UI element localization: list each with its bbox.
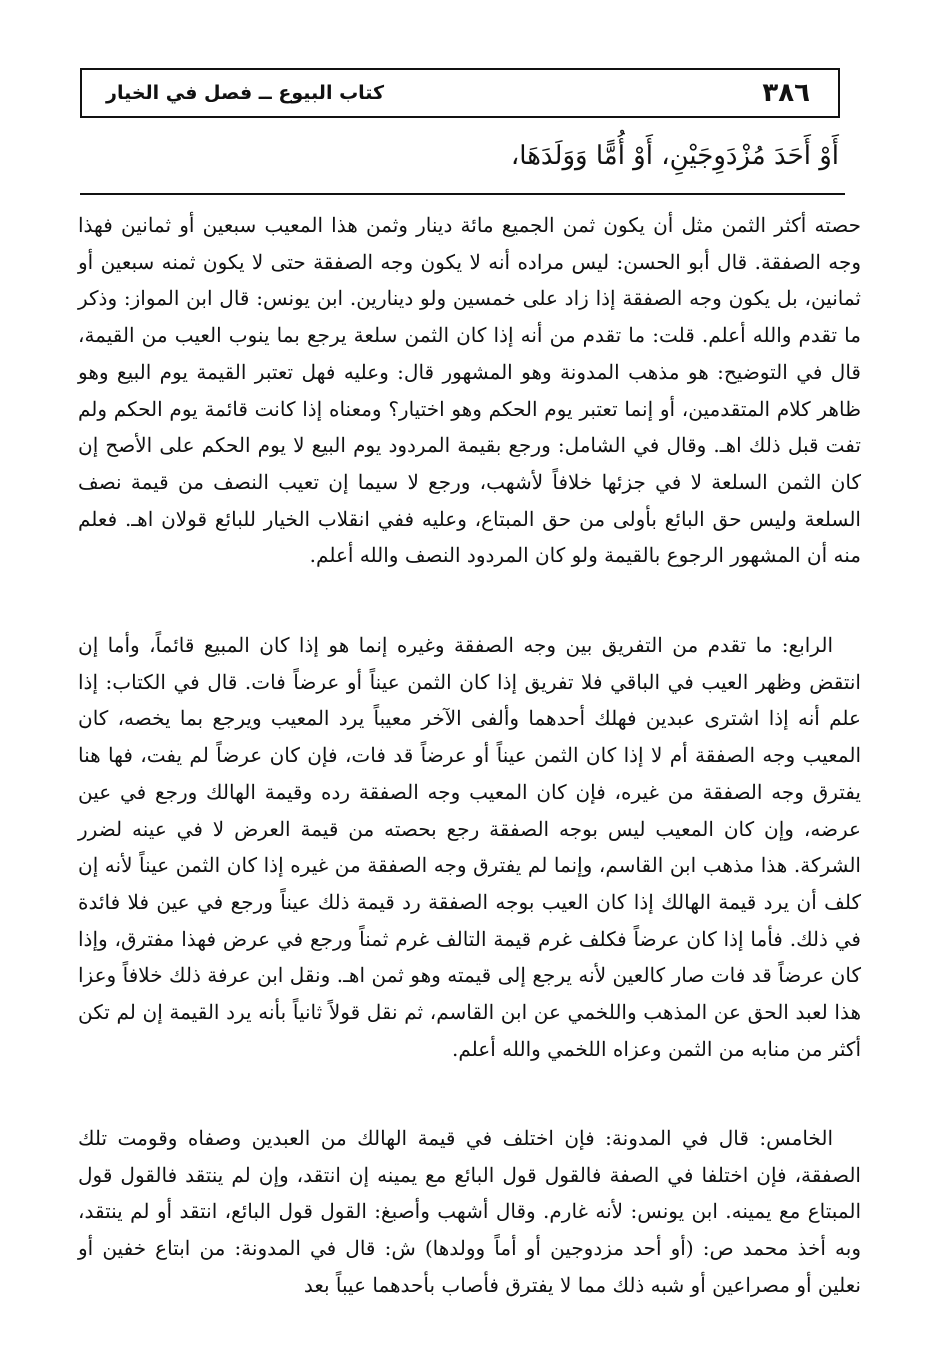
paragraph-text: حصته أكثر الثمن مثل أن يكون ثمن الجميع مائة دينار وثمن هذا المعيب سبعين أو ثمانين فهذا وجه الصفقة. قال أبو الحسن: ليس مراده أنه لا يكون وجه الصفقة حتى لا يكون ثمنه سبعين أو ثمانين، بل يكون وجه الصفقة إذا زاد على خمسين ولو دينارين. ابن يونس: قال ابن المواز: وذكر ما تقدم والله أعلم. قلت: ما تقدم من أنه إذا كان الثمن سلعة يرجع بما ينوب العيب من القيمة، قال في التوضيح: هو مذهب المدونة وهو المشهور قال: وعليه فهل تعتبر القيمة يوم البيع وهو ظاهر كلام المتقدمين، أو إنما تعتبر يوم الحكم وهو اختيار؟ ومعناه إذا كانت قائمة يوم الحكم ولم تفت قبل ذلك اهـ. وقال في الشامل: ورجع بقيمة المردود يوم البيع لا يوم الحكم على الأصح إن كان الثمن السلعة لا في جزئها خلافاً لأشهب، ورجع لا سيما إن تعيب النصف من قيمة نصف السلعة وليس حق البائع بأولى من حق المبتاع، وعليه ففي انقلاب الخيار للبائع قولان اهـ. فعلم منه أن المشهور الرجوع بالقيمة ولو كان المردود النصف والله أعلم.	[78, 213, 861, 568]
commentary-paragraph-1	[78, 207, 861, 574]
paragraph-text: الخامس: قال في المدونة: فإن اختلف في قيمة الهالك من العبدين وصفاه وقومت تلك الصفقة، فإن اختلفا في الصفة فالقول قول البائع مع يمينه إن انتقد، وإن لم ينتقد فالقول قول المبتاع مع يمينه. ابن يونس: لأنه غارم. وقال أشهب وأصبغ: القول قول البائع، انتقد أو لم ينتقد، وبه أخذ محمد ص: (أو أحد مزدوجين أو أماً وولدها) ش: قال في المدونة: من ابتاع خفين أو نعلين أو مصراعين أو شبه ذلك مما لا يفترق فأصاب بأحدهما عيباً بعد	[78, 1126, 861, 1297]
running-header	[80, 68, 840, 118]
commentary-paragraph-3	[78, 1120, 861, 1304]
paragraph-text: الرابع: ما تقدم من التفريق بين وجه الصفقة وغيره إنما هو إذا كان المبيع قائماً، وأما إن انتقض وظهر العيب في الباقي فلا تفريق إذا كان الثمن عيناً أو عرضاً فات. قال في الكتاب: إذا علم أنه إذا اشترى عبدين فهلك أحدهما وألفى الآخر معيباً يرد المعيب ويرجع بما يخصه، كان المعيب وجه الصفقة أم لا إذا كان الثمن عيناً أو عرضاً قد فات، فإن كان عرضاً لم يفت، فها هنا يفترق وجه الصفقة من غيره، فإن كان المعيب وجه الصفقة رده وقيمة الهالك ورجع في عين عرضه، وإن كان المعيب ليس بوجه الصفقة رجع بحصته من قيمة العرض لا في عينه لضرر الشركة. هذا مذهب ابن القاسم، وإنما لم يفترق وجه الصفقة من غيره إذا كان الثمن عيناً لأنه إن كلف أن يرد قيمة الهالك إذا كان العيب بوجه الصفقة رد قيمة ذلك عيناً ورجع في عين فلا فائدة في ذلك. فأما إذا كان عرضاً فكلف غرم قيمة التالف غرم ثمناً ورجع في عرض فهذا مفترق، وإذا كان عرضاً قد فات صار كالعين لأنه يرجع إلى قيمته وهو ثمن اهـ. ونقل ابن عرفة ذلك خلافاً وعزا هذا لعبد الحق عن المذهب واللخمي عن ابن القاسم، ثم نقل قولاً ثانياً بأنه يرد القيمة إن لم تكن أكثر من منابه من الثمن وعزاه اللخمي والله أعلم.	[78, 633, 861, 1061]
matn-text: أَوْ أَحَدَ مُزْدَوِجَيْنِ، أَوْ أُمًّا وَوَلَدَهَا،	[510, 141, 839, 171]
book-title: كتاب البيوع ــ فصل في الخيار	[106, 82, 385, 104]
commentary-paragraph-2	[78, 627, 861, 1067]
divider-line	[80, 193, 845, 195]
page-number: ٣٨٦	[762, 78, 810, 108]
